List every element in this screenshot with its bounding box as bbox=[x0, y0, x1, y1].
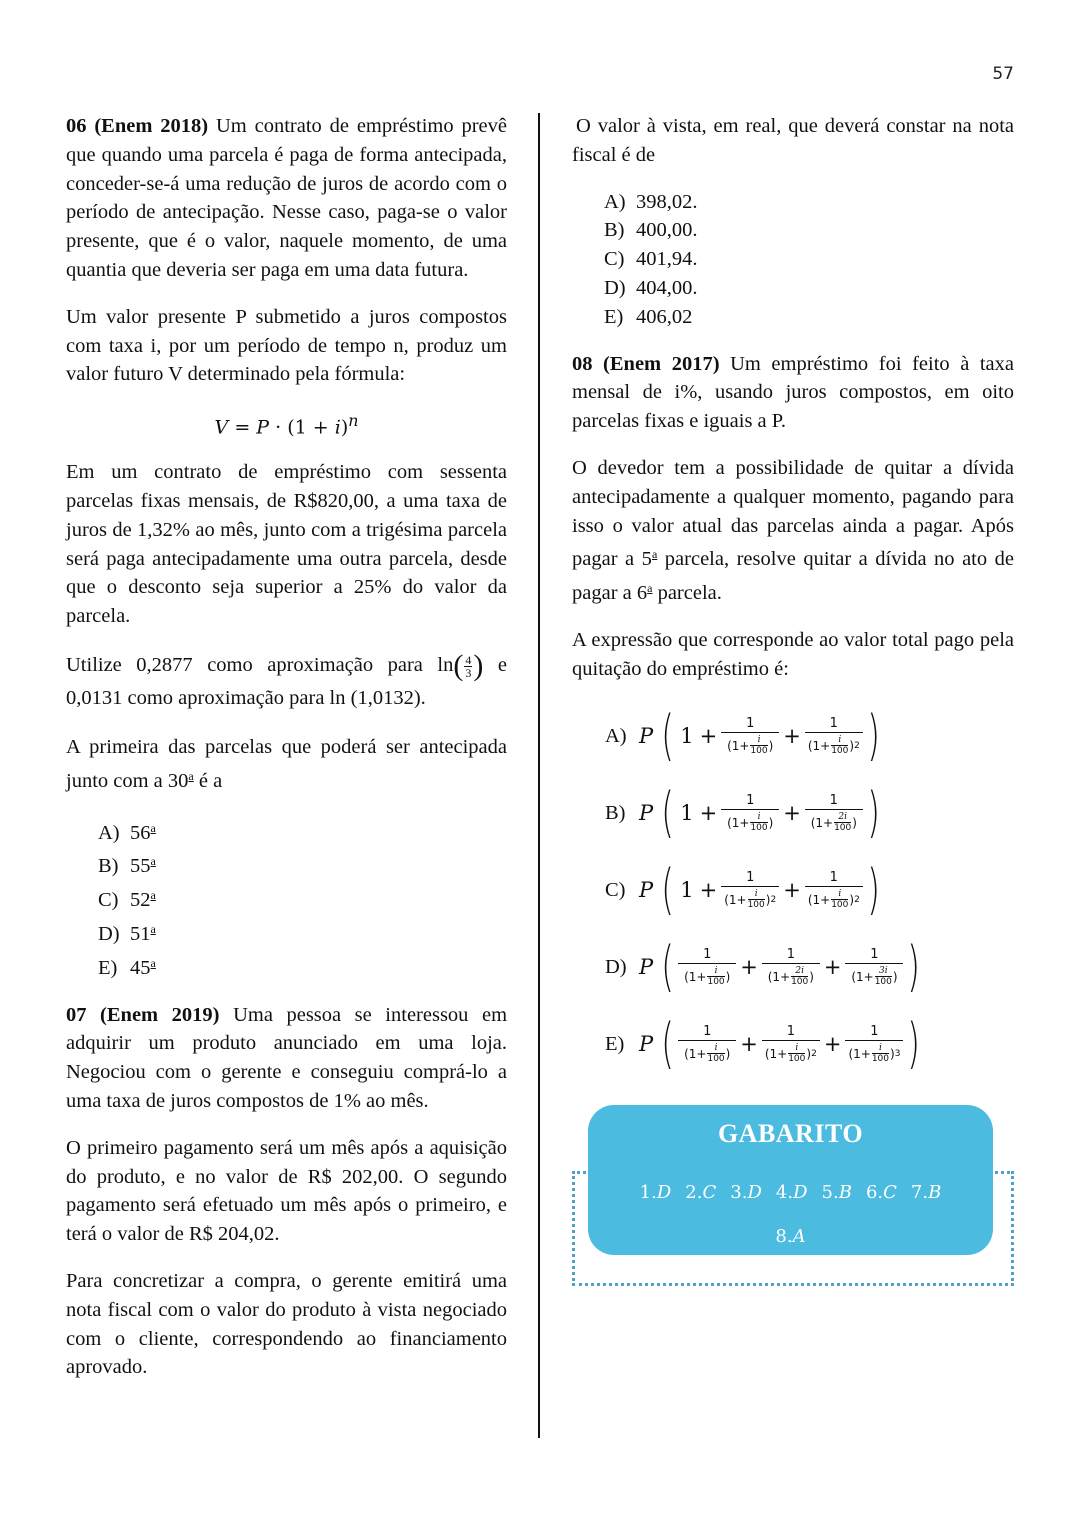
option-value: 401,94. bbox=[636, 248, 698, 271]
left-paren: ( bbox=[661, 935, 675, 999]
math-p: P bbox=[639, 1031, 654, 1056]
inner-denominator: 100 bbox=[791, 977, 809, 988]
answer-letter: D bbox=[747, 1182, 762, 1203]
fraction-numerator: 1 bbox=[829, 870, 838, 886]
q06-p4-mid: e 0,0131 como aproximação para ln (1,0132). bbox=[66, 654, 507, 710]
fraction-numerator: 1 bbox=[746, 793, 755, 809]
right-paren: ) bbox=[867, 781, 880, 845]
fraction-denominator bbox=[808, 887, 860, 910]
den-close: ) bbox=[765, 892, 771, 907]
page-number: 57 bbox=[992, 64, 1014, 84]
den-open: (1+ bbox=[724, 892, 747, 907]
den-open: (1+ bbox=[727, 815, 750, 830]
ordinal-mark: a bbox=[188, 768, 194, 783]
option-value: 51 bbox=[130, 923, 151, 946]
den-open: (1+ bbox=[727, 738, 750, 753]
q06-option-b[interactable] bbox=[98, 847, 507, 881]
answer-item bbox=[640, 1171, 672, 1215]
inner-fraction bbox=[831, 735, 848, 756]
option-letter: B) bbox=[604, 219, 625, 242]
answer-key-title: GABARITO bbox=[717, 1119, 864, 1148]
inner-numerator: 3i bbox=[878, 966, 888, 977]
right-paren: ) bbox=[907, 935, 921, 999]
den-close: ) bbox=[768, 738, 774, 753]
inner-denominator: 100 bbox=[874, 977, 892, 988]
fraction-numerator: 1 bbox=[703, 947, 712, 963]
fraction-denominator bbox=[684, 964, 730, 987]
option-letter: E) bbox=[604, 305, 624, 328]
math-one: 1 bbox=[680, 877, 694, 902]
fraction-numerator: 1 bbox=[870, 947, 879, 963]
answer-letter: B bbox=[928, 1182, 942, 1203]
inner-fraction bbox=[707, 1043, 724, 1064]
q08-option-d[interactable] bbox=[605, 929, 1014, 1006]
answer-item bbox=[866, 1171, 897, 1215]
option-letter: D) bbox=[604, 276, 626, 299]
exponent: 3 bbox=[894, 1048, 901, 1059]
ordinal-mark: a bbox=[647, 581, 653, 596]
answer-letter: C bbox=[883, 1182, 897, 1203]
q07-intro-text: Uma pessoa se interessou em adquirir um produto anunciado em uma loja. Negociou com o gerente e conseguiu comprá-lo a uma taxa de juros compostos de 1% ao mês. bbox=[66, 1003, 508, 1113]
answer-key bbox=[572, 1105, 1010, 1287]
formula-open: (1 + bbox=[287, 416, 335, 439]
inner-numerator: i bbox=[838, 889, 842, 900]
exponent: 2 bbox=[854, 740, 860, 751]
formula-p: P bbox=[256, 416, 270, 439]
option-letter: B) bbox=[605, 801, 626, 824]
math-plus: + bbox=[740, 1031, 758, 1056]
q08-p2-a: O devedor tem a possibilidade de quitar a dívida antecipadamente a qualquer momento, pagando para isso o valor atual das parcelas ainda a pagar. Após pagar a 5 bbox=[572, 456, 1014, 571]
answer-item bbox=[822, 1171, 852, 1215]
fraction-term bbox=[721, 793, 779, 833]
q06-options bbox=[98, 814, 507, 983]
inner-numerator: i bbox=[714, 966, 718, 977]
q07-p2: O primeiro pagamento será um mês após a aquisição do produto, e no valor de R$ 202,00. O segundo pagamento será efetuado um mês após o primeiro, e terá o valor de R$ 204,02. bbox=[66, 1136, 507, 1246]
ordinal-mark: a bbox=[150, 854, 156, 869]
fraction-term bbox=[762, 1024, 820, 1064]
option-letter: B) bbox=[98, 855, 119, 878]
ordinal-mark: a bbox=[150, 888, 156, 903]
answer-letter: D bbox=[656, 1182, 672, 1203]
option-value: 52 bbox=[130, 889, 151, 912]
answer-number: 6. bbox=[865, 1182, 884, 1203]
den-open: (1+ bbox=[764, 1046, 788, 1061]
answer-number: 8. bbox=[775, 1226, 793, 1247]
inner-denominator: 100 bbox=[707, 1054, 725, 1065]
fraction-term bbox=[805, 716, 863, 756]
q08-option-e[interactable] bbox=[605, 1006, 1014, 1083]
inner-denominator: 100 bbox=[871, 1054, 889, 1065]
math-plus: + bbox=[699, 800, 718, 825]
inner-numerator: i bbox=[757, 735, 761, 746]
den-open: (1+ bbox=[807, 738, 831, 753]
fraction-numerator: 1 bbox=[829, 793, 838, 809]
formula-i: i bbox=[334, 416, 341, 439]
left-paren: ( bbox=[661, 858, 675, 922]
inner-numerator: i bbox=[795, 1043, 799, 1054]
q06-number: 06 (Enem 2018) bbox=[66, 115, 209, 137]
answer-item bbox=[775, 1215, 805, 1259]
option-letter: E) bbox=[98, 956, 118, 979]
inner-fraction bbox=[707, 966, 724, 987]
q07-option-e[interactable] bbox=[604, 303, 1014, 332]
q06-intro-text: Um contrato de empréstimo prevê que quando uma parcela é paga de forma antecipada, conceder-se-á uma redução de juros de acordo com o período de antecipação. Nesse caso, paga-se o valor presente, que é o valor, naquele momento, de uma quantia que deveria ser paga em uma data futura. bbox=[66, 115, 507, 281]
q07-options bbox=[604, 188, 1014, 332]
option-value: 406,02 bbox=[636, 305, 693, 328]
inner-denominator: 100 bbox=[747, 900, 765, 911]
math-p: P bbox=[639, 954, 654, 979]
left-column bbox=[66, 112, 507, 1400]
inner-fraction bbox=[748, 889, 765, 910]
inner-fraction bbox=[875, 966, 892, 987]
inner-fraction bbox=[872, 1043, 889, 1064]
right-paren: ) bbox=[907, 1012, 921, 1076]
q07-number: 07 (Enem 2019) bbox=[66, 1003, 220, 1026]
ordinal-mark: a bbox=[651, 547, 658, 562]
fraction-denominator bbox=[724, 887, 776, 910]
formula-dot: · bbox=[275, 416, 282, 439]
den-open: (1+ bbox=[807, 892, 831, 907]
den-close: ) bbox=[725, 1046, 731, 1061]
option-letter: A) bbox=[605, 724, 627, 747]
den-close: ) bbox=[890, 1046, 895, 1061]
option-letter: C) bbox=[604, 248, 625, 271]
inner-denominator: 100 bbox=[834, 823, 852, 834]
math-plus: + bbox=[783, 877, 801, 902]
option-letter: C) bbox=[98, 889, 119, 912]
fraction-denominator bbox=[848, 1041, 900, 1064]
q06-option-c[interactable] bbox=[98, 881, 507, 915]
answer-letter: C bbox=[702, 1182, 717, 1203]
fraction-denominator bbox=[808, 733, 860, 756]
ln-label: ln bbox=[437, 654, 454, 677]
fraction-term bbox=[845, 1024, 903, 1064]
math-plus: + bbox=[783, 723, 801, 748]
q06-p4-start: Utilize 0,2877 como aproximação para bbox=[66, 654, 423, 677]
q06-p5 bbox=[66, 733, 507, 796]
den-close: ) bbox=[852, 815, 857, 830]
inner-denominator: 100 bbox=[831, 746, 849, 757]
q06-p4: Utilize 0,2877 como aproximação para ln( $\frac{4}{3}$ ) e 0,0131 como aproximação para ln (1,0132). bbox=[66, 649, 507, 710]
fraction-term bbox=[845, 947, 903, 987]
answer-number: 1. bbox=[639, 1182, 657, 1203]
den-close: ) bbox=[849, 738, 855, 753]
fraction-numerator: 1 bbox=[786, 1024, 795, 1040]
answer-number: 7. bbox=[910, 1182, 929, 1203]
frac-den: 3 bbox=[465, 665, 472, 680]
right-paren: ) bbox=[867, 858, 880, 922]
fraction-term bbox=[678, 947, 736, 987]
fraction-numerator: 1 bbox=[870, 1024, 879, 1040]
math-plus: + bbox=[783, 800, 801, 825]
option-letter: E) bbox=[605, 1032, 625, 1055]
math-p: P bbox=[639, 723, 654, 748]
inner-numerator: i bbox=[754, 889, 758, 900]
q06-p5-end: é a bbox=[193, 769, 223, 792]
answer-number: 2. bbox=[685, 1182, 703, 1203]
fraction-numerator: 1 bbox=[746, 870, 755, 886]
option-value: 400,00. bbox=[636, 219, 698, 242]
inner-fraction bbox=[834, 812, 851, 833]
compound-interest-formula bbox=[66, 407, 507, 442]
answer-letter: A bbox=[792, 1226, 806, 1247]
math-plus: + bbox=[699, 723, 718, 748]
inner-fraction bbox=[831, 889, 848, 910]
inner-numerator: i bbox=[878, 1043, 882, 1054]
formula-v: V bbox=[214, 416, 229, 439]
den-close: ) bbox=[849, 892, 855, 907]
fraction-term bbox=[721, 870, 779, 910]
inner-numerator: i bbox=[714, 1043, 718, 1054]
fraction-denominator bbox=[851, 964, 897, 987]
inner-numerator: 2i bbox=[838, 812, 847, 823]
column-divider bbox=[538, 113, 540, 1438]
den-open: (1+ bbox=[848, 1046, 871, 1061]
den-close: ) bbox=[806, 1046, 812, 1061]
right-column bbox=[572, 112, 1014, 1083]
fraction-denominator bbox=[727, 810, 773, 833]
q06-option-e[interactable] bbox=[98, 949, 507, 983]
q07-option-a[interactable] bbox=[604, 188, 1014, 217]
q08-p2 bbox=[572, 454, 1014, 608]
frac-num: 4 bbox=[465, 652, 472, 667]
q07-option-d[interactable] bbox=[604, 274, 1014, 303]
math-plus: + bbox=[823, 1031, 842, 1056]
left-paren: ( bbox=[661, 781, 675, 845]
formula-close: ) bbox=[340, 416, 349, 439]
den-open: (1+ bbox=[684, 1046, 707, 1061]
answer-item bbox=[730, 1171, 762, 1215]
answer-letter: D bbox=[793, 1182, 808, 1203]
ordinal-mark: a bbox=[150, 820, 156, 835]
q07-option-b[interactable] bbox=[604, 216, 1014, 245]
den-close: ) bbox=[768, 815, 774, 830]
answer-key-box bbox=[588, 1105, 993, 1255]
q08-p2-b: parcela, resolve quitar a dívida no ato de pagar a 6 bbox=[572, 548, 1015, 605]
fraction-denominator bbox=[765, 1041, 817, 1064]
den-open: (1+ bbox=[767, 969, 791, 984]
option-letter: D) bbox=[98, 923, 120, 946]
inner-fraction bbox=[788, 1043, 805, 1064]
fraction-numerator: 1 bbox=[703, 1024, 712, 1040]
den-close: ) bbox=[809, 969, 814, 984]
answer-list bbox=[588, 1171, 993, 1259]
inner-denominator: 100 bbox=[750, 823, 768, 834]
exponent: 2 bbox=[854, 894, 860, 905]
fraction-denominator bbox=[727, 733, 773, 756]
math-one: 1 bbox=[680, 723, 694, 748]
answer-item bbox=[776, 1171, 808, 1215]
inner-numerator: i bbox=[757, 812, 761, 823]
inner-denominator: 100 bbox=[750, 746, 768, 757]
left-paren: ( bbox=[661, 704, 675, 768]
q08-options bbox=[572, 698, 1014, 1083]
den-open: (1+ bbox=[810, 815, 834, 830]
fraction-term bbox=[805, 870, 863, 910]
fraction-numerator: 1 bbox=[786, 947, 795, 963]
q07-p4: O valor à vista, em real, que deverá constar na nota fiscal é de bbox=[572, 115, 1014, 166]
math-plus: + bbox=[740, 954, 758, 979]
fraction-term bbox=[762, 947, 820, 987]
q08-option-c[interactable] bbox=[605, 852, 1014, 929]
ordinal-mark: a bbox=[150, 955, 156, 970]
q08-p2-c: parcela. bbox=[652, 582, 722, 605]
exponent: 2 bbox=[811, 1048, 817, 1059]
q08-intro-text: Um empréstimo foi feito à taxa mensal de i%, usando juros compostos, em oito parcelas fixas e iguais a P. bbox=[572, 352, 1015, 433]
inner-denominator: 100 bbox=[788, 1054, 806, 1065]
math-plus: + bbox=[823, 954, 842, 979]
den-open: (1+ bbox=[851, 969, 874, 984]
option-value: 56 bbox=[130, 821, 151, 844]
option-value: 398,02. bbox=[636, 190, 698, 213]
fraction-numerator: 1 bbox=[746, 716, 755, 732]
inner-numerator: i bbox=[838, 735, 842, 746]
fraction-term bbox=[721, 716, 779, 756]
q08-intro bbox=[572, 350, 1014, 436]
fraction-numerator: 1 bbox=[829, 716, 838, 732]
answer-item bbox=[685, 1171, 716, 1215]
answer-letter: B bbox=[838, 1182, 852, 1203]
fraction-denominator bbox=[768, 964, 814, 987]
fraction-denominator bbox=[684, 1041, 730, 1064]
option-value: 55 bbox=[130, 855, 151, 878]
option-letter: C) bbox=[605, 878, 626, 901]
fraction-denominator bbox=[811, 810, 857, 833]
answer-item bbox=[911, 1171, 941, 1215]
ordinal-mark: a bbox=[150, 922, 156, 937]
den-close: ) bbox=[725, 969, 731, 984]
fraction-term bbox=[805, 793, 863, 833]
answer-number: 5. bbox=[821, 1182, 839, 1203]
q08-option-a[interactable] bbox=[605, 698, 1014, 775]
q06-intro bbox=[66, 112, 507, 285]
exponent: 2 bbox=[770, 894, 777, 905]
option-letter: A) bbox=[98, 821, 120, 844]
inner-fraction bbox=[750, 812, 767, 833]
option-value: 404,00. bbox=[636, 276, 698, 299]
option-letter: A) bbox=[604, 190, 626, 213]
q08-option-b[interactable] bbox=[605, 775, 1014, 852]
formula-eq: = bbox=[234, 416, 251, 439]
q07-option-c[interactable] bbox=[604, 245, 1014, 274]
q06-p5-text: A primeira das parcelas que poderá ser antecipada junto com a 30 bbox=[66, 736, 507, 792]
q06-p3: Em um contrato de empréstimo com sessenta parcelas fixas mensais, de R$820,00, a uma taxa de juros de 1,32% ao mês, junto com a trigésima parcela será paga antecipadamente uma outra parcela, desde que o desconto seja superior a 25% do valor da parcela. bbox=[66, 461, 507, 628]
math-p: P bbox=[639, 877, 654, 902]
q08-number: 08 (Enem 2017) bbox=[572, 352, 720, 375]
q06-option-d[interactable] bbox=[98, 915, 507, 949]
math-one: 1 bbox=[680, 800, 694, 825]
inner-denominator: 100 bbox=[831, 900, 849, 911]
q07-intro bbox=[66, 1001, 507, 1116]
inner-denominator: 100 bbox=[707, 977, 725, 988]
formula-exp: n bbox=[348, 411, 359, 431]
q06-option-a[interactable] bbox=[98, 814, 507, 848]
answer-number: 3. bbox=[730, 1182, 748, 1203]
option-letter: D) bbox=[605, 955, 627, 978]
option-value: 45 bbox=[130, 956, 151, 979]
left-paren: ( bbox=[661, 1012, 675, 1076]
den-close: ) bbox=[892, 969, 898, 984]
inner-fraction bbox=[791, 966, 808, 987]
answer-number: 4. bbox=[775, 1182, 794, 1203]
den-open: (1+ bbox=[684, 969, 707, 984]
math-p: P bbox=[639, 800, 654, 825]
q08-p3: A expressão que corresponde ao valor total pago pela quitação do empréstimo é: bbox=[572, 628, 1014, 680]
right-paren: ) bbox=[867, 704, 880, 768]
ln-fraction bbox=[464, 654, 472, 679]
q06-p2: Um valor presente P submetido a juros compostos com taxa i, por um período de tempo n, produz um valor futuro V determinado pela fórmula: bbox=[66, 305, 507, 386]
q07-p3: Para concretizar a compra, o gerente emitirá uma nota fiscal com o valor do produto à vista negociado com o cliente, correspondendo ao financiamento aprovado. bbox=[66, 1270, 507, 1379]
inner-numerator: 2i bbox=[795, 966, 804, 977]
math-plus: + bbox=[699, 877, 718, 902]
inner-fraction bbox=[750, 735, 767, 756]
dotted-frame-top-right bbox=[990, 1171, 1010, 1174]
fraction-term bbox=[678, 1024, 736, 1064]
